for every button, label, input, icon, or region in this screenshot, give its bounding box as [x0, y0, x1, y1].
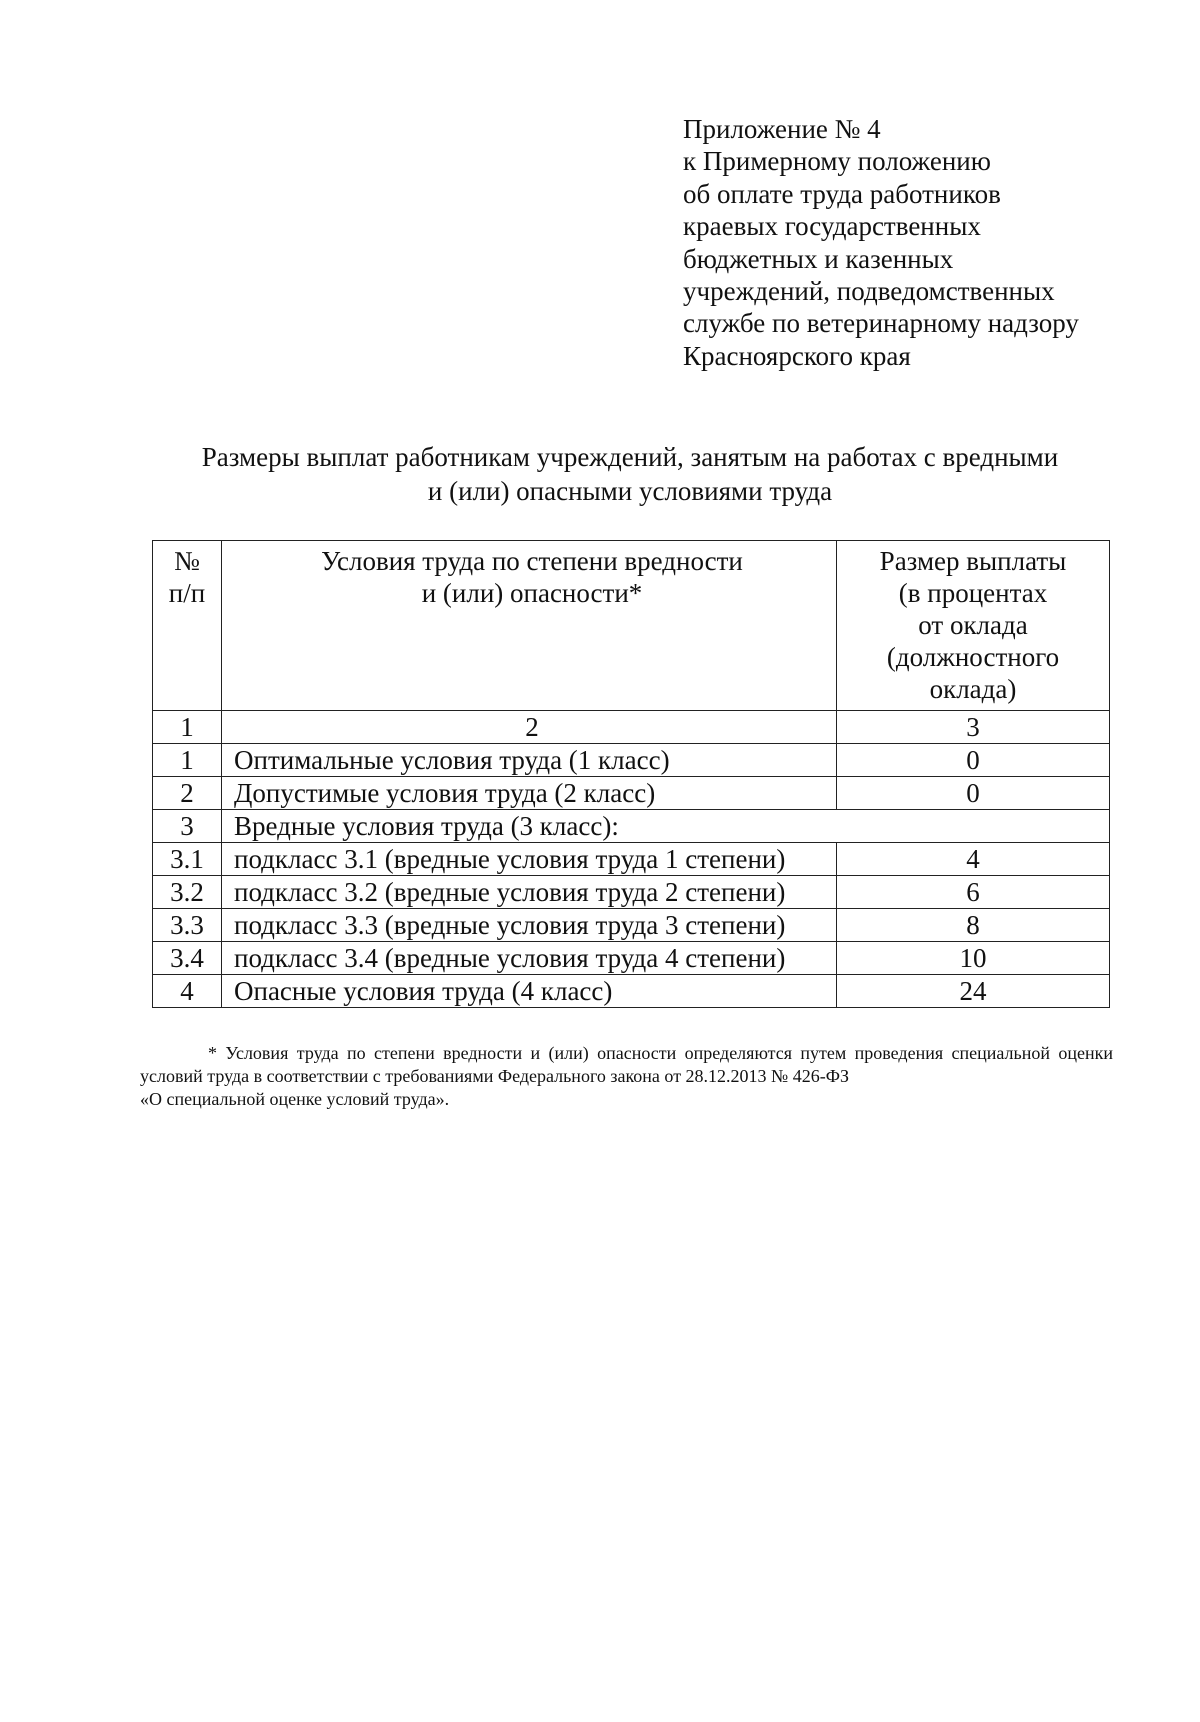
- footnote-text: * Условия труда по степени вредности и (или) опасности определяются путем проведения специальной оценки условий труда в соответствии с требованиями Федерального закона от 28.12.2013 № 426-ФЗ: [140, 1043, 1113, 1086]
- footnote: [140, 1042, 1113, 1111]
- table-row: [153, 810, 1110, 843]
- index-cell: 1: [153, 711, 222, 744]
- row-num: 3.2: [153, 876, 222, 909]
- row-size: 6: [837, 876, 1110, 909]
- table-row: [153, 909, 1110, 942]
- row-size: 0: [837, 744, 1110, 777]
- header-num-cell: [153, 541, 222, 711]
- row-size: 0: [837, 777, 1110, 810]
- header-condition-cell: [222, 541, 837, 711]
- index-cell: 3: [837, 711, 1110, 744]
- row-condition: подкласс 3.1 (вредные условия труда 1 степени): [222, 843, 837, 876]
- footnote-last-line: «О специальной оценке условий труда».: [140, 1089, 450, 1109]
- row-condition: Опасные условия труда (4 класс): [222, 975, 837, 1008]
- header-size-line: (должностного: [886, 642, 1060, 672]
- appendix-line: бюджетных и казенных: [683, 243, 954, 274]
- row-num: 3.4: [153, 942, 222, 975]
- appendix-line: Красноярского края: [683, 340, 911, 371]
- row-num: 3.3: [153, 909, 222, 942]
- row-num: 4: [153, 975, 222, 1008]
- row-size: 4: [837, 843, 1110, 876]
- header-num-line: №: [174, 546, 200, 576]
- row-size: 8: [837, 909, 1110, 942]
- table-row: [153, 975, 1110, 1008]
- header-size-line: от оклада: [918, 610, 1028, 640]
- row-condition: подкласс 3.4 (вредные условия труда 4 степени): [222, 942, 837, 975]
- header-condition-line: и (или) опасности*: [421, 578, 643, 608]
- header-size-line: Размер выплаты: [879, 546, 1067, 576]
- row-num: 3: [153, 810, 222, 843]
- table-row: [153, 777, 1110, 810]
- row-num: 1: [153, 744, 222, 777]
- table-row: [153, 843, 1110, 876]
- table-row: [153, 942, 1110, 975]
- row-condition: Допустимые условия труда (2 класс): [222, 777, 837, 810]
- row-size: 10: [837, 942, 1110, 975]
- row-condition: подкласс 3.2 (вредные условия труда 2 степени): [222, 876, 837, 909]
- appendix-line: к Примерному положению: [683, 146, 991, 177]
- header-size-line: оклада): [929, 674, 1017, 704]
- appendix-line: краевых государственных: [683, 211, 981, 242]
- document-title: [140, 440, 1120, 508]
- row-num: 2: [153, 777, 222, 810]
- appendix-line: Приложение № 4: [683, 114, 881, 144]
- header-condition-line: Условия труда по степени вредности: [321, 546, 743, 576]
- column-index-row: [153, 711, 1110, 744]
- row-condition: подкласс 3.3 (вредные условия труда 3 степени): [222, 909, 837, 942]
- row-num: 3.1: [153, 843, 222, 876]
- title-line: Размеры выплат работникам учреждений, занятым на работах с вредными: [201, 442, 1059, 472]
- appendix-line: об оплате труда работников: [683, 178, 1001, 209]
- header-size-line: (в процентах: [898, 578, 1048, 608]
- header-num-line: п/п: [168, 578, 206, 608]
- appendix-header: [683, 113, 1143, 372]
- appendix-line: учреждений, подведомственных: [683, 276, 1055, 307]
- title-line: и (или) опасными условиями труда: [427, 476, 833, 506]
- row-condition: Оптимальные условия труда (1 класс): [222, 744, 837, 777]
- row-condition: Вредные условия труда (3 класс):: [222, 810, 1110, 843]
- row-size: 24: [837, 975, 1110, 1008]
- table-header-row: [153, 541, 1110, 711]
- header-size-cell: [837, 541, 1110, 711]
- table-row: [153, 876, 1110, 909]
- appendix-line: службе по ветеринарному надзору: [683, 308, 1079, 339]
- table-row: [153, 744, 1110, 777]
- payment-table: [152, 540, 1110, 1008]
- index-cell: 2: [222, 711, 837, 744]
